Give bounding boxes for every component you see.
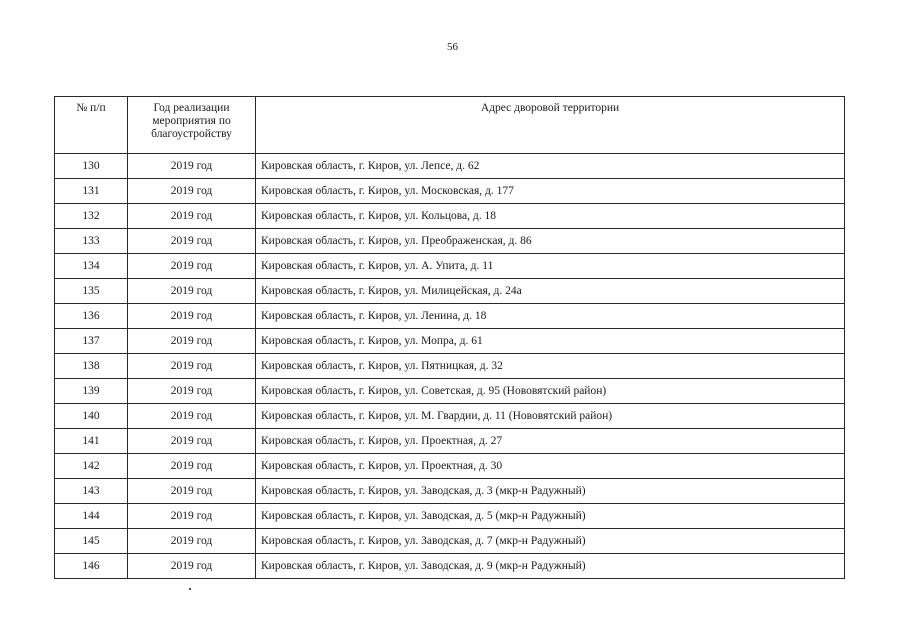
row-year: 2019 год [128, 529, 256, 554]
row-number: 145 [55, 529, 128, 554]
row-number: 137 [55, 329, 128, 354]
row-address: Кировская область, г. Киров, ул. Заводская, д. 9 (мкр-н Радужный) [256, 554, 845, 579]
row-address: Кировская область, г. Киров, ул. Милицейская, д. 24а [256, 279, 845, 304]
row-year: 2019 год [128, 204, 256, 229]
row-number: 134 [55, 254, 128, 279]
table-row [55, 554, 845, 579]
row-year: 2019 год [128, 479, 256, 504]
row-number: 144 [55, 504, 128, 529]
row-address: Кировская область, г. Киров, ул. Заводская, д. 5 (мкр-н Радужный) [256, 504, 845, 529]
row-year: 2019 год [128, 429, 256, 454]
table-header-row [55, 97, 845, 154]
row-year: 2019 год [128, 554, 256, 579]
row-number: 140 [55, 404, 128, 429]
page-number: 56 [447, 41, 458, 53]
row-address: Кировская область, г. Киров, ул. Заводская, д. 3 (мкр-н Радужный) [256, 479, 845, 504]
row-year: 2019 год [128, 354, 256, 379]
address-table [54, 96, 845, 579]
header-number: № п/п [55, 97, 128, 154]
row-number: 133 [55, 229, 128, 254]
table-row [55, 479, 845, 504]
table-body [55, 154, 845, 579]
row-year: 2019 год [128, 154, 256, 179]
row-number: 139 [55, 379, 128, 404]
table-row [55, 429, 845, 454]
row-number: 143 [55, 479, 128, 504]
row-address: Кировская область, г. Киров, ул. Ленина, д. 18 [256, 304, 845, 329]
row-address: Кировская область, г. Киров, ул. М. Гвардии, д. 11 (Нововятский район) [256, 404, 845, 429]
table-row [55, 379, 845, 404]
row-address: Кировская область, г. Киров, ул. А. Упита, д. 11 [256, 254, 845, 279]
row-address: Кировская область, г. Киров, ул. Преображенская, д. 86 [256, 229, 845, 254]
table-row [55, 529, 845, 554]
row-address: Кировская область, г. Киров, ул. Мопра, д. 61 [256, 329, 845, 354]
row-year: 2019 год [128, 304, 256, 329]
table-row [55, 504, 845, 529]
table-row [55, 254, 845, 279]
row-number: 130 [55, 154, 128, 179]
row-address: Кировская область, г. Киров, ул. Советская, д. 95 (Нововятский район) [256, 379, 845, 404]
header-year: Год реализации мероприятия по благоустройству [128, 97, 256, 154]
row-number: 132 [55, 204, 128, 229]
table-row [55, 229, 845, 254]
row-number: 142 [55, 454, 128, 479]
table-row [55, 404, 845, 429]
row-address: Кировская область, г. Киров, ул. Московская, д. 177 [256, 179, 845, 204]
row-address: Кировская область, г. Киров, ул. Проектная, д. 30 [256, 454, 845, 479]
row-number: 135 [55, 279, 128, 304]
row-number: 146 [55, 554, 128, 579]
row-year: 2019 год [128, 504, 256, 529]
row-number: 138 [55, 354, 128, 379]
row-number: 131 [55, 179, 128, 204]
table-row [55, 154, 845, 179]
table-row [55, 304, 845, 329]
row-year: 2019 год [128, 404, 256, 429]
row-year: 2019 год [128, 179, 256, 204]
table-row [55, 454, 845, 479]
header-address: Адрес дворовой территории [256, 97, 845, 154]
table-row [55, 179, 845, 204]
row-year: 2019 год [128, 454, 256, 479]
table-row [55, 354, 845, 379]
row-address: Кировская область, г. Киров, ул. Пятницкая, д. 32 [256, 354, 845, 379]
row-address: Кировская область, г. Киров, ул. Проектная, д. 27 [256, 429, 845, 454]
row-address: Кировская область, г. Киров, ул. Заводская, д. 7 (мкр-н Радужный) [256, 529, 845, 554]
table-row [55, 329, 845, 354]
row-year: 2019 год [128, 379, 256, 404]
row-address: Кировская область, г. Киров, ул. Лепсе, д. 62 [256, 154, 845, 179]
row-number: 136 [55, 304, 128, 329]
row-year: 2019 год [128, 279, 256, 304]
row-year: 2019 год [128, 254, 256, 279]
row-number: 141 [55, 429, 128, 454]
row-address: Кировская область, г. Киров, ул. Кольцова, д. 18 [256, 204, 845, 229]
row-year: 2019 год [128, 229, 256, 254]
table-row [55, 279, 845, 304]
scan-dot [189, 588, 191, 590]
table-row [55, 204, 845, 229]
row-year: 2019 год [128, 329, 256, 354]
